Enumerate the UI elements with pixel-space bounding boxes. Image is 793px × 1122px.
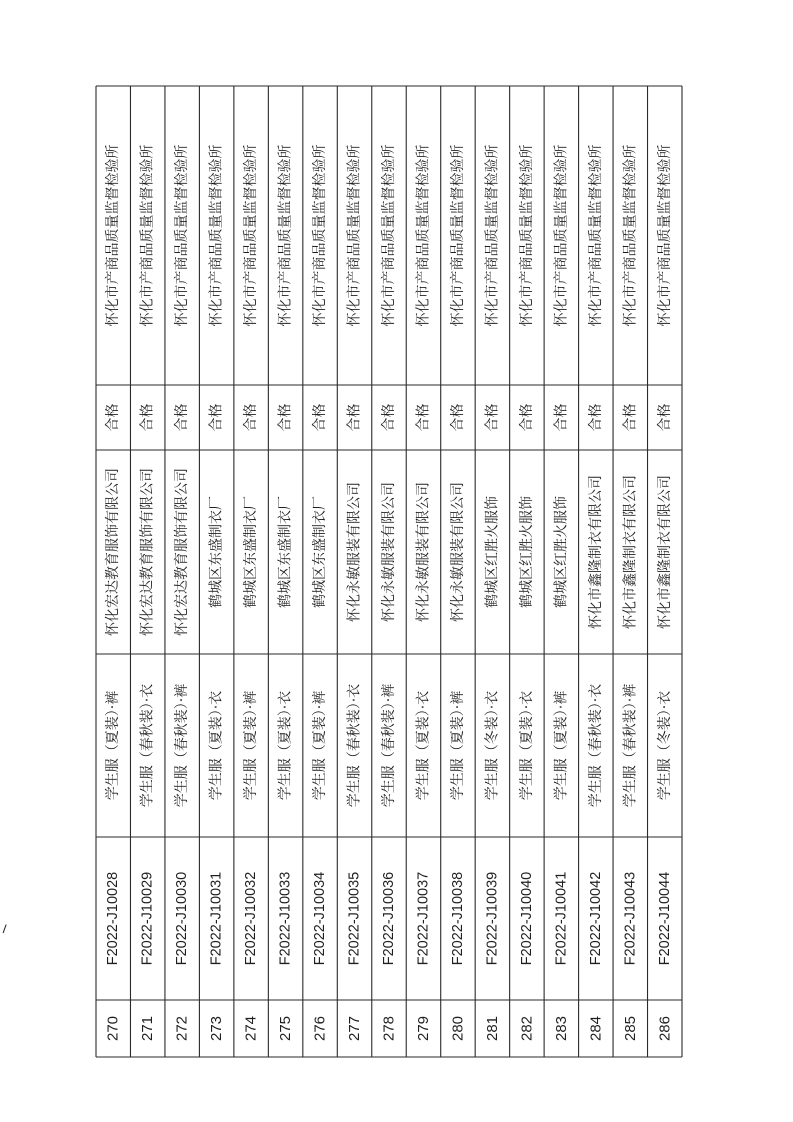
producer-name: 怀化永敏服装有限公司 [449,482,466,622]
sample-code: F2022-J10035 [346,871,363,966]
sample-code: F2022-J10030 [174,871,191,966]
inspection-result: 合格 [449,403,466,432]
sample-code: F2022-J10036 [381,871,397,966]
inspection-result: 合格 [105,403,122,432]
product-name: 学生服（夏装）·裤 [243,690,260,801]
table-cells [104,144,673,1041]
sequence-number: 285 [621,1015,639,1042]
sequence-number: 270 [104,1015,122,1042]
inspection-agency: 怀化市产商品质量监督检验所 [415,144,432,327]
sequence-number: 274 [242,1015,260,1042]
sequence-number: 272 [173,1015,191,1042]
sequence-number: 278 [380,1015,398,1042]
inspection-result: 合格 [381,403,397,432]
producer-name: 鹤城区东盛制衣厂 [208,496,225,608]
inspection-result: 合格 [243,403,260,432]
inspection-result: 合格 [656,403,673,432]
sequence-number: 281 [483,1015,501,1042]
inspection-agency: 怀化市产商品质量监督检验所 [587,144,604,327]
product-name: 学生服（夏装）·裤 [312,690,329,801]
inspection-agency: 怀化市产商品质量监督检验所 [139,144,156,327]
sample-code: F2022-J10039 [484,871,501,966]
product-name: 学生服（夏装）·裤 [449,690,466,801]
inspection-agency: 怀化市产商品质量监督检验所 [622,144,639,327]
inspection-agency: 怀化市产商品质量监督检验所 [484,144,501,327]
table-row [518,145,536,1042]
producer-name: 怀化宏达教育服饰有限公司 [105,468,122,636]
sequence-number: 280 [449,1015,467,1042]
table-row [277,145,295,1042]
inspection-result: 合格 [139,403,156,432]
producer-name: 怀化宏达教育服饰有限公司 [174,468,191,636]
sequence-number: 286 [656,1015,674,1042]
producer-name: 怀化永敏服装有限公司 [381,482,397,622]
sample-code: F2022-J10041 [553,871,570,966]
inspection-result: 合格 [208,403,225,432]
inspection-agency: 怀化市产商品质量监督检验所 [553,144,570,327]
inspection-result: 合格 [174,403,191,432]
inspection-agency: 怀化市产商品质量监督检验所 [174,144,191,327]
producer-name: 怀化市鑫隆制衣有限公司 [622,475,639,629]
inspection-agency: 怀化市产商品质量监督检验所 [449,144,466,327]
inspection-result: 合格 [622,403,639,432]
table-row [242,145,260,1042]
table-row [139,144,157,1041]
producer-name: 怀化市鑫隆制衣有限公司 [587,475,604,629]
product-name: 学生服（夏装）·衣 [415,690,432,801]
product-name: 学生服（夏装）·裤 [553,690,570,801]
producer-name: 鹤城区东盛制衣厂 [312,496,329,608]
sample-code: F2022-J10037 [415,871,432,966]
product-name: 学生服（冬装）·衣 [656,690,673,801]
sample-code: F2022-J10043 [622,871,639,966]
producer-name: 鹤城区东盛制衣厂 [243,496,260,608]
inspection-agency: 怀化市产商品质量监督检验所 [656,144,673,327]
producer-name: 鹤城区红胜火服饰 [518,496,535,608]
table-row [449,145,467,1042]
inspection-agency: 怀化市产商品质量监督检验所 [346,144,363,327]
sequence-number: 282 [518,1015,536,1042]
sequence-number: 279 [414,1015,432,1042]
sample-code: F2022-J10033 [277,871,294,966]
producer-name: 鹤城区红胜火服饰 [553,496,570,608]
product-name: 学生服（夏装）·衣 [277,690,294,801]
table-row [208,145,226,1042]
producer-name: 鹤城区东盛制衣厂 [277,496,294,608]
table-row [173,144,191,1041]
inspection-result: 合格 [587,403,604,432]
product-name: 学生服（春秋装）·衣 [587,683,604,808]
sequence-number: 276 [311,1015,329,1042]
inspection-result: 合格 [415,403,432,432]
inspection-result: 合格 [484,403,501,432]
table-row [552,145,570,1042]
inspection-result: 合格 [553,403,570,432]
producer-name: 怀化市鑫隆制衣有限公司 [656,475,673,629]
sample-code: F2022-J10029 [139,871,156,966]
sample-code: F2022-J10028 [105,871,122,966]
product-name: 学生服（夏装）·衣 [518,690,535,801]
table-row [414,145,432,1042]
product-name: 学生服（夏装）·衣 [208,690,225,801]
sample-code: F2022-J10034 [312,871,329,966]
inspection-agency: 怀化市产商品质量监督检验所 [518,144,535,327]
inspection-result: 合格 [312,403,329,432]
inspection-result: 合格 [277,403,294,432]
product-name: 学生服（春秋装）·裤 [174,683,191,808]
product-name: 学生服（夏装）·裤 [105,690,122,801]
inspection-agency: 怀化市产商品质量监督检验所 [277,144,294,327]
sample-code: F2022-J10044 [656,871,673,966]
table-row [380,145,398,1042]
inspection-result: 合格 [346,403,363,432]
table-row [621,145,639,1042]
table-row [311,145,329,1042]
table-row [346,145,364,1042]
sample-code: F2022-J10040 [518,871,535,966]
producer-name: 怀化宏达教育服饰有限公司 [139,468,156,636]
table-row [104,145,122,1042]
inspection-agency: 怀化市产商品质量监督检验所 [381,144,397,327]
inspection-agency: 怀化市产商品质量监督检验所 [312,144,329,327]
inspection-agency: 怀化市产商品质量监督检验所 [243,144,260,327]
table-row [483,144,501,1041]
sequence-number: 283 [552,1015,570,1042]
sample-code: F2022-J10038 [449,871,466,966]
sequence-number: 271 [139,1015,157,1042]
inspection-agency: 怀化市产商品质量监督检验所 [208,144,225,327]
product-name: 学生服（春秋装）·裤 [381,683,397,808]
product-name: 学生服（冬装）·衣 [484,690,501,801]
product-name: 学生服（春秋装）·裤 [622,683,639,808]
sequence-number: 277 [346,1015,364,1042]
sequence-number: 275 [277,1015,295,1042]
inspection-agency: 怀化市产商品质量监督检验所 [105,144,122,327]
producer-name: 怀化永敏服装有限公司 [346,482,363,622]
table-row [587,145,605,1042]
sample-code: F2022-J10032 [243,871,260,966]
sequence-number: 284 [587,1015,605,1042]
producer-name: 鹤城区红胜火服饰 [484,495,501,608]
table-row [656,145,674,1042]
sample-code: F2022-J10042 [587,871,604,966]
inspection-result: 合格 [518,403,535,432]
producer-name: 怀化永敏服装有限公司 [415,482,432,622]
product-name: 学生服（春秋装）·衣 [139,683,156,808]
sample-code: F2022-J10031 [208,871,225,966]
product-name: 学生服（春秋装）·衣 [346,683,363,808]
sequence-number: 273 [208,1015,226,1042]
